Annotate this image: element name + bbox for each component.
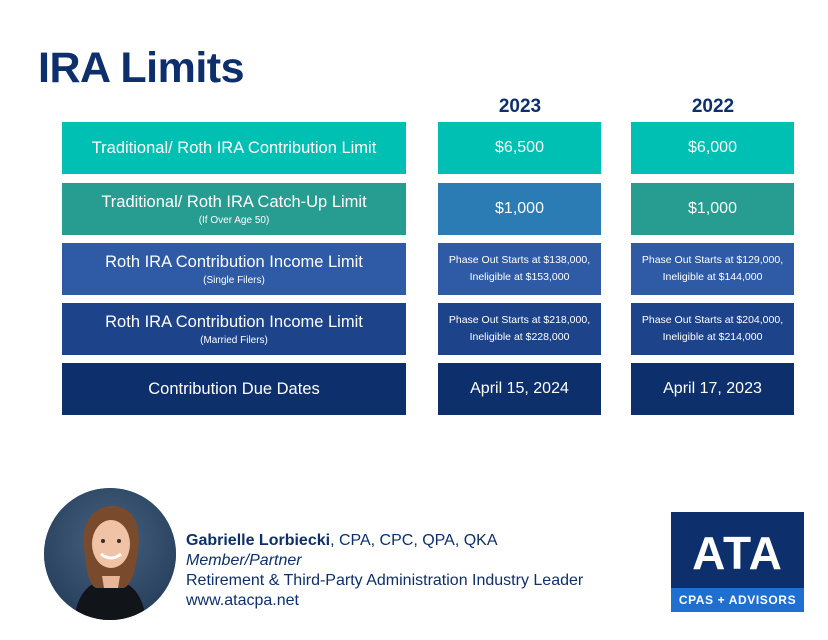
value-line: Ineligible at $144,000: [662, 271, 763, 283]
value-text: $6,000: [688, 139, 737, 156]
value-line: Phase Out Starts at $138,000,: [448, 254, 591, 266]
contact-role: Member/Partner: [186, 552, 302, 569]
person-photo-icon: [44, 488, 176, 620]
logo-tagline: CPAS + ADVISORS: [671, 588, 804, 612]
contact-position: Retirement & Third-Party Administration Industry Leader: [186, 572, 584, 589]
value-text: April 17, 2023: [663, 380, 762, 397]
value-2022-row-5: [631, 363, 794, 415]
contact-name: Gabrielle Lorbiecki: [186, 532, 331, 549]
row-label-2: [62, 183, 406, 235]
value-text: $1,000: [495, 200, 544, 217]
row-label-5: [62, 363, 406, 415]
value-2022-row-4: [631, 303, 794, 355]
avatar: [44, 488, 176, 620]
row-label-text: Traditional/ Roth IRA Contribution Limit: [91, 138, 377, 157]
year-header-2023: 2023: [498, 96, 542, 117]
row-label-text: Roth IRA Contribution Income Limit: [105, 252, 363, 271]
value-line: Phase Out Starts at $218,000,: [448, 314, 591, 326]
value-2023-row-4: [438, 303, 601, 355]
value-text: $1,000: [688, 200, 737, 217]
value-2023-row-1: [438, 122, 601, 174]
contact-credentials: , CPA, CPC, QPA, QKA: [330, 532, 498, 549]
contact-name-line: [186, 531, 583, 551]
value-2022-row-3: [631, 243, 794, 295]
value-line: Phase Out Starts at $129,000,: [641, 254, 784, 266]
row-label-4: [62, 303, 406, 355]
logo-text: ATA: [692, 527, 783, 579]
value-line: Ineligible at $153,000: [469, 271, 570, 283]
value-2023-row-2: [438, 183, 601, 235]
value-text: April 15, 2024: [470, 380, 569, 397]
value-line: Ineligible at $228,000: [469, 331, 570, 343]
row-sublabel-text: (Married Filers): [200, 334, 268, 346]
value-line: Phase Out Starts at $204,000,: [641, 314, 784, 326]
row-sublabel-text: (Single Filers): [203, 274, 265, 286]
contact-website[interactable]: www.atacpa.net: [186, 592, 299, 609]
value-2023-row-5: [438, 363, 601, 415]
row-label-text: Traditional/ Roth IRA Catch-Up Limit: [101, 192, 367, 211]
row-sublabel-text: (If Over Age 50): [198, 214, 270, 226]
row-label-text: Contribution Due Dates: [148, 379, 320, 398]
value-2022-row-2: [631, 183, 794, 235]
value-text: $6,500: [495, 139, 544, 156]
year-header-2022: 2022: [691, 96, 735, 117]
value-2023-row-3: [438, 243, 601, 295]
ata-logo: [671, 512, 804, 612]
row-label-1: [62, 122, 406, 174]
value-line: Ineligible at $214,000: [662, 331, 763, 343]
row-label-3: [62, 243, 406, 295]
contact-info: [186, 531, 583, 611]
value-2022-row-1: [631, 122, 794, 174]
page-title: IRA Limits: [38, 44, 245, 92]
row-label-text: Roth IRA Contribution Income Limit: [105, 312, 363, 331]
